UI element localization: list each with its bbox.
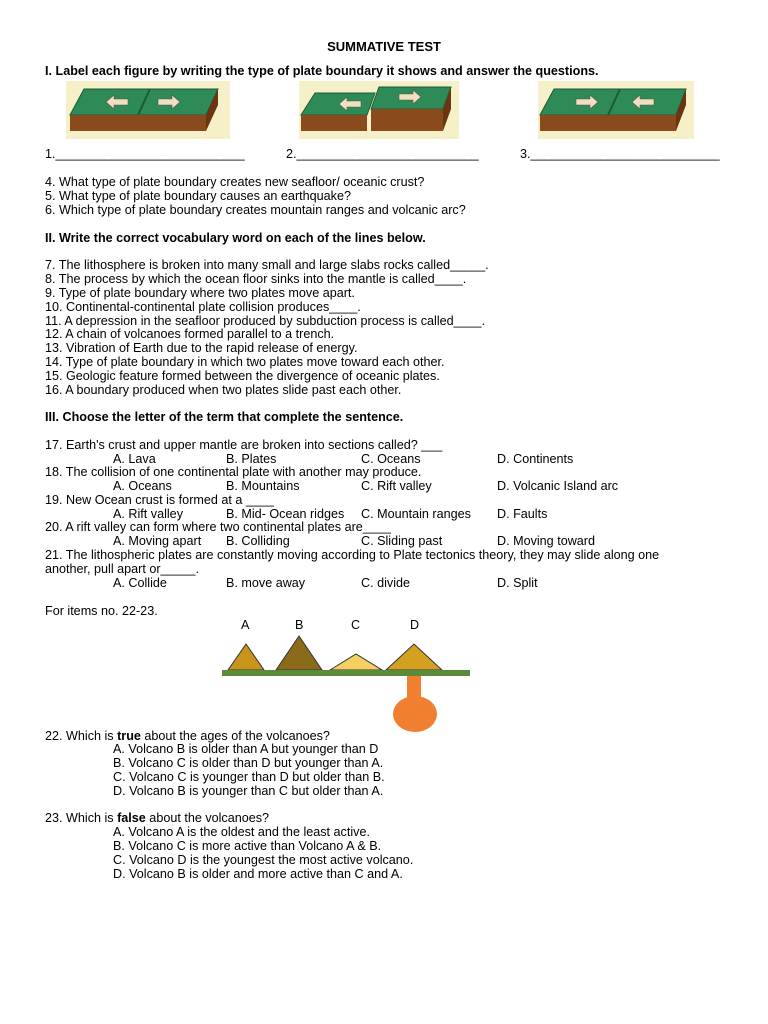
q23-option-b[interactable]: B. Volcano C is more active than Volcano A & B. xyxy=(113,839,382,853)
q18-option-b[interactable]: B. Mountains xyxy=(226,479,300,493)
vocab-item-15: 15. Geologic feature formed between the divergence of oceanic plates. xyxy=(45,369,440,383)
q20-option-b[interactable]: B. Colliding xyxy=(226,534,290,548)
vocab-item-8: 8. The process by which the ocean floor sinks into the mantle is called____. xyxy=(45,272,467,286)
question-5: 5. What type of plate boundary causes an earthquake? xyxy=(45,189,351,203)
answer-blank-2[interactable]: 2.__________________________ xyxy=(286,147,479,161)
q23-option-c[interactable]: C. Volcano D is the youngest the most active volcano. xyxy=(113,853,414,867)
volcano-d xyxy=(386,644,442,670)
q19-option-a[interactable]: A. Rift valley xyxy=(113,507,183,521)
part3-heading: III. Choose the letter of the term that complete the sentence. xyxy=(45,410,404,424)
items-22-23-label: For items no. 22-23. xyxy=(45,604,158,618)
q23-suffix: about the volcanoes? xyxy=(145,811,270,825)
q21-option-a[interactable]: A. Collide xyxy=(113,576,167,590)
q18-option-d[interactable]: D. Volcanic Island arc xyxy=(497,479,619,493)
answer-blank-1[interactable]: 1.___________________________ xyxy=(45,147,245,161)
q18-option-a[interactable]: A. Oceans xyxy=(113,479,172,493)
part2-heading: II. Write the correct vocabulary word on each of the lines below. xyxy=(45,231,426,245)
q21-option-b[interactable]: B. move away xyxy=(226,576,306,590)
question-23 xyxy=(45,811,269,825)
q19-option-b[interactable]: B. Mid- Ocean ridges xyxy=(226,507,345,521)
volcano-a xyxy=(228,644,264,670)
question-20: 20. A rift valley can form where two continental plates are____ xyxy=(45,520,391,534)
vocab-item-10: 10. Continental-continental plate collision produces____. xyxy=(45,300,361,314)
page-title: SUMMATIVE TEST xyxy=(327,39,441,54)
part1-heading: I. Label each figure by writing the type of plate boundary it shows and answer the questions. xyxy=(45,64,599,78)
q17-option-b[interactable]: B. Plates xyxy=(226,452,277,466)
volcano-label-c: C xyxy=(351,618,361,632)
q22-option-a[interactable]: A. Volcano B is older than A but younger than D xyxy=(113,742,379,756)
volcano-c xyxy=(330,654,382,670)
q21-option-d[interactable]: D. Split xyxy=(497,576,538,590)
q19-option-c[interactable]: C. Mountain ranges xyxy=(361,507,471,521)
question-18: 18. The collision of one continental plate with another may produce. xyxy=(45,465,422,479)
transform-boundary-figure xyxy=(299,81,459,139)
vocab-item-11: 11. A depression in the seafloor produced by subduction process is called____. xyxy=(45,314,486,328)
q22-option-d[interactable]: D. Volcano B is younger than C but older than A. xyxy=(113,784,384,798)
volcano-diagram xyxy=(220,630,472,734)
question-21-line1: 21. The lithospheric plates are constantly moving according to Plate tectonics theory, they may slide along one xyxy=(45,548,660,562)
convergent-boundary-figure xyxy=(538,81,694,139)
divergent-boundary-figure xyxy=(66,81,230,139)
q20-option-a[interactable]: A. Moving apart xyxy=(113,534,202,548)
ground-layer xyxy=(222,670,470,676)
q23-option-a[interactable]: A. Volcano A is the oldest and the least active. xyxy=(113,825,370,839)
q22-option-c[interactable]: C. Volcano C is younger than D but older than B. xyxy=(113,770,385,784)
volcano-label-a: A xyxy=(241,618,250,632)
question-21-line2: another, pull apart or_____. xyxy=(45,562,200,576)
vocab-item-16: 16. A boundary produced when two plates slide past each other. xyxy=(45,383,402,397)
vocab-item-7: 7. The lithosphere is broken into many small and large slabs rocks called_____. xyxy=(45,258,489,272)
question-4: 4. What type of plate boundary creates new seafloor/ oceanic crust? xyxy=(45,175,425,189)
question-22 xyxy=(45,729,330,743)
q22-keyword: true xyxy=(117,729,141,743)
q22-prefix: 22. Which is xyxy=(45,729,118,743)
volcano-label-b: B xyxy=(295,618,304,632)
q20-option-c[interactable]: C. Sliding past xyxy=(361,534,443,548)
question-17: 17. Earth's crust and upper mantle are broken into sections called? ___ xyxy=(45,438,443,452)
answer-blank-3[interactable]: 3.___________________________ xyxy=(520,147,720,161)
q18-option-c[interactable]: C. Rift valley xyxy=(361,479,432,493)
q22-option-b[interactable]: B. Volcano C is older than D but younger than A. xyxy=(113,756,384,770)
question-19: 19. New Ocean crust is formed at a ____ xyxy=(45,493,274,507)
volcano-label-d: D xyxy=(410,618,420,632)
q19-option-d[interactable]: D. Faults xyxy=(497,507,548,521)
q22-suffix: about the ages of the volcanoes? xyxy=(140,729,330,743)
q23-prefix: 23. Which is xyxy=(45,811,118,825)
q21-option-c[interactable]: C. divide xyxy=(361,576,410,590)
q17-option-c[interactable]: C. Oceans xyxy=(361,452,421,466)
vocab-item-13: 13. Vibration of Earth due to the rapid release of energy. xyxy=(45,341,358,355)
q23-option-d[interactable]: D. Volcano B is older and more active than C and A. xyxy=(113,867,403,881)
vocab-item-14: 14. Type of plate boundary in which two plates move toward each other. xyxy=(45,355,445,369)
q23-keyword: false xyxy=(117,811,146,825)
vocab-item-9: 9. Type of plate boundary where two plates move apart. xyxy=(45,286,355,300)
q20-option-d[interactable]: D. Moving toward xyxy=(497,534,595,548)
vocab-item-12: 12. A chain of volcanoes formed parallel to a trench. xyxy=(45,327,335,341)
question-6: 6. Which type of plate boundary creates mountain ranges and volcanic arc? xyxy=(45,203,466,217)
q17-option-a[interactable]: A. Lava xyxy=(113,452,156,466)
volcano-b xyxy=(276,636,322,670)
q17-option-d[interactable]: D. Continents xyxy=(497,452,574,466)
magma-chamber xyxy=(393,696,437,732)
